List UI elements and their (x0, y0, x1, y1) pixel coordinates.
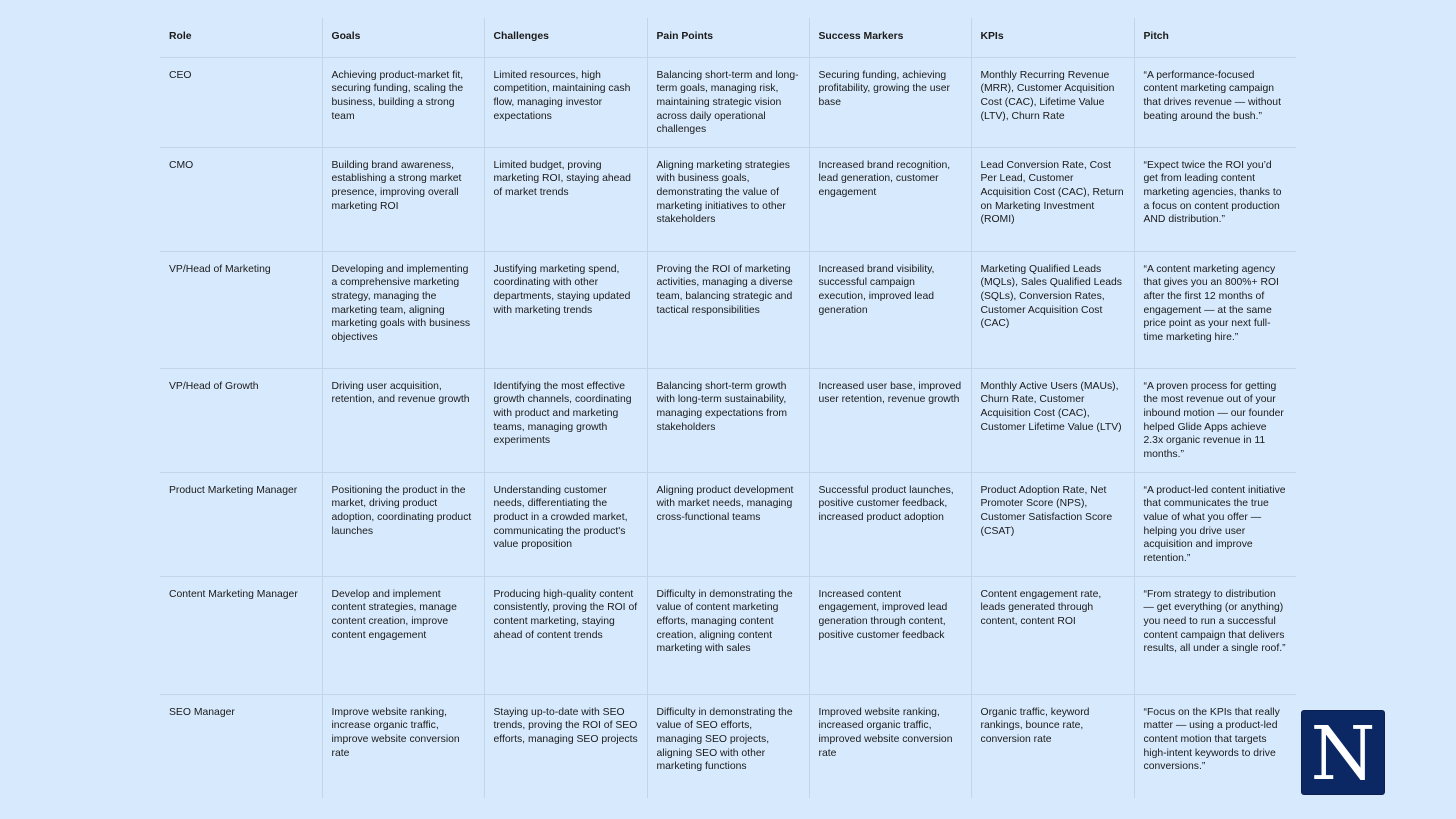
persona-table (160, 18, 1296, 798)
table-row (160, 368, 1296, 472)
cell-success-markers: Securing funding, achieving profitability, growing the user base (809, 57, 971, 147)
cell-pitch: “A content marketing agency that gives you an 800%+ ROI after the first 12 months of engagement — at the same price point as your next full-time marketing hire.” (1134, 251, 1296, 368)
cell-role: VP/Head of Marketing (160, 251, 322, 368)
table-row (160, 576, 1296, 694)
cell-kpis: Product Adoption Rate, Net Promoter Score (NPS), Customer Satisfaction Score (CSAT) (971, 472, 1134, 576)
cell-kpis: Monthly Active Users (MAUs), Churn Rate, Customer Acquisition Cost (CAC), Customer Lifetime Value (LTV) (971, 368, 1134, 472)
cell-challenges: Identifying the most effective growth channels, coordinating with product and marketing teams, managing growth experiments (484, 368, 647, 472)
table-row (160, 251, 1296, 368)
cell-challenges: Producing high-quality content consistently, proving the ROI of content marketing, staying ahead of content trends (484, 576, 647, 694)
cell-success-markers: Improved website ranking, increased organic traffic, improved website conversion rate (809, 694, 971, 798)
n-logo-icon (1302, 711, 1384, 794)
cell-pain-points: Aligning marketing strategies with business goals, demonstrating the value of marketing initiatives to other stakeholders (647, 147, 809, 251)
cell-success-markers: Increased brand visibility, successful campaign execution, improved lead generation (809, 251, 971, 368)
header-kpis: KPIs (971, 18, 1134, 57)
cell-goals: Develop and implement content strategies, manage content creation, improve content engagement (322, 576, 484, 694)
table-row (160, 147, 1296, 251)
cell-pain-points: Aligning product development with market needs, managing cross-functional teams (647, 472, 809, 576)
cell-pain-points: Balancing short-term growth with long-term sustainability, managing expectations from stakeholders (647, 368, 809, 472)
cell-pitch: “From strategy to distribution — get everything (or anything) you need to run a successful content campaign that delivers results, all under a single roof.” (1134, 576, 1296, 694)
cell-pain-points: Proving the ROI of marketing activities, managing a diverse team, balancing strategic and tactical responsibilities (647, 251, 809, 368)
brand-logo (1301, 710, 1385, 795)
persona-table-container (160, 18, 1296, 798)
header-challenges: Challenges (484, 18, 647, 57)
cell-goals: Achieving product-market fit, securing funding, scaling the business, building a strong team (322, 57, 484, 147)
cell-success-markers: Increased content engagement, improved lead generation through content, positive customer feedback (809, 576, 971, 694)
cell-pitch: “A proven process for getting the most revenue out of your inbound motion — our founder helped Glide Apps achieve 2.3x organic revenue in 11 months.” (1134, 368, 1296, 472)
cell-role: Product Marketing Manager (160, 472, 322, 576)
cell-pitch: “A performance-focused content marketing campaign that drives revenue — without beating around the bush.” (1134, 57, 1296, 147)
cell-challenges: Understanding customer needs, differentiating the product in a crowded market, communicating the product's value proposition (484, 472, 647, 576)
cell-role: CEO (160, 57, 322, 147)
cell-challenges: Limited budget, proving marketing ROI, staying ahead of market trends (484, 147, 647, 251)
cell-pitch: “Focus on the KPIs that really matter — using a product-led content motion that targets high-intent keywords to drive conversions.” (1134, 694, 1296, 798)
table-row (160, 472, 1296, 576)
table-row (160, 57, 1296, 147)
header-pain-points: Pain Points (647, 18, 809, 57)
cell-challenges: Limited resources, high competition, maintaining cash flow, managing investor expectations (484, 57, 647, 147)
table-row (160, 694, 1296, 798)
cell-pitch: “A product-led content initiative that communicates the true value of what you offer — helping you drive user acquisition and improve retention.” (1134, 472, 1296, 576)
cell-pain-points: Difficulty in demonstrating the value of content marketing efforts, managing content creation, aligning content marketing with sales (647, 576, 809, 694)
cell-pitch: “Expect twice the ROI you’d get from leading content marketing agencies, thanks to a focus on content production AND distribution.” (1134, 147, 1296, 251)
header-pitch: Pitch (1134, 18, 1296, 57)
cell-role: SEO Manager (160, 694, 322, 798)
cell-goals: Improve website ranking, increase organic traffic, improve website conversion rate (322, 694, 484, 798)
cell-goals: Driving user acquisition, retention, and revenue growth (322, 368, 484, 472)
cell-kpis: Organic traffic, keyword rankings, bounce rate, conversion rate (971, 694, 1134, 798)
cell-role: VP/Head of Growth (160, 368, 322, 472)
cell-kpis: Marketing Qualified Leads (MQLs), Sales Qualified Leads (SQLs), Conversion Rates, Customer Acquisition Cost (CAC) (971, 251, 1134, 368)
cell-success-markers: Increased user base, improved user retention, revenue growth (809, 368, 971, 472)
cell-pain-points: Balancing short-term and long-term goals, managing risk, maintaining strategic vision across daily operational challenges (647, 57, 809, 147)
cell-goals: Developing and implementing a comprehensive marketing strategy, managing the marketing team, aligning marketing goals with business objectives (322, 251, 484, 368)
cell-kpis: Lead Conversion Rate, Cost Per Lead, Customer Acquisition Cost (CAC), Return on Marketing Investment (ROMI) (971, 147, 1134, 251)
cell-kpis: Content engagement rate, leads generated through content, content ROI (971, 576, 1134, 694)
table-header-row (160, 18, 1296, 57)
cell-success-markers: Successful product launches, positive customer feedback, increased product adoption (809, 472, 971, 576)
header-success-markers: Success Markers (809, 18, 971, 57)
cell-goals: Building brand awareness, establishing a strong market presence, improving overall marketing ROI (322, 147, 484, 251)
cell-challenges: Staying up-to-date with SEO trends, proving the ROI of SEO efforts, managing SEO projects (484, 694, 647, 798)
cell-kpis: Monthly Recurring Revenue (MRR), Customer Acquisition Cost (CAC), Lifetime Value (LTV), Churn Rate (971, 57, 1134, 147)
cell-goals: Positioning the product in the market, driving product adoption, coordinating product launches (322, 472, 484, 576)
header-goals: Goals (322, 18, 484, 57)
cell-challenges: Justifying marketing spend, coordinating with other departments, staying updated with marketing trends (484, 251, 647, 368)
cell-role: CMO (160, 147, 322, 251)
cell-success-markers: Increased brand recognition, lead generation, customer engagement (809, 147, 971, 251)
cell-pain-points: Difficulty in demonstrating the value of SEO efforts, managing SEO projects, aligning SEO with other marketing functions (647, 694, 809, 798)
logo-letter: N (1310, 711, 1376, 794)
header-role: Role (169, 31, 192, 42)
cell-role: Content Marketing Manager (160, 576, 322, 694)
